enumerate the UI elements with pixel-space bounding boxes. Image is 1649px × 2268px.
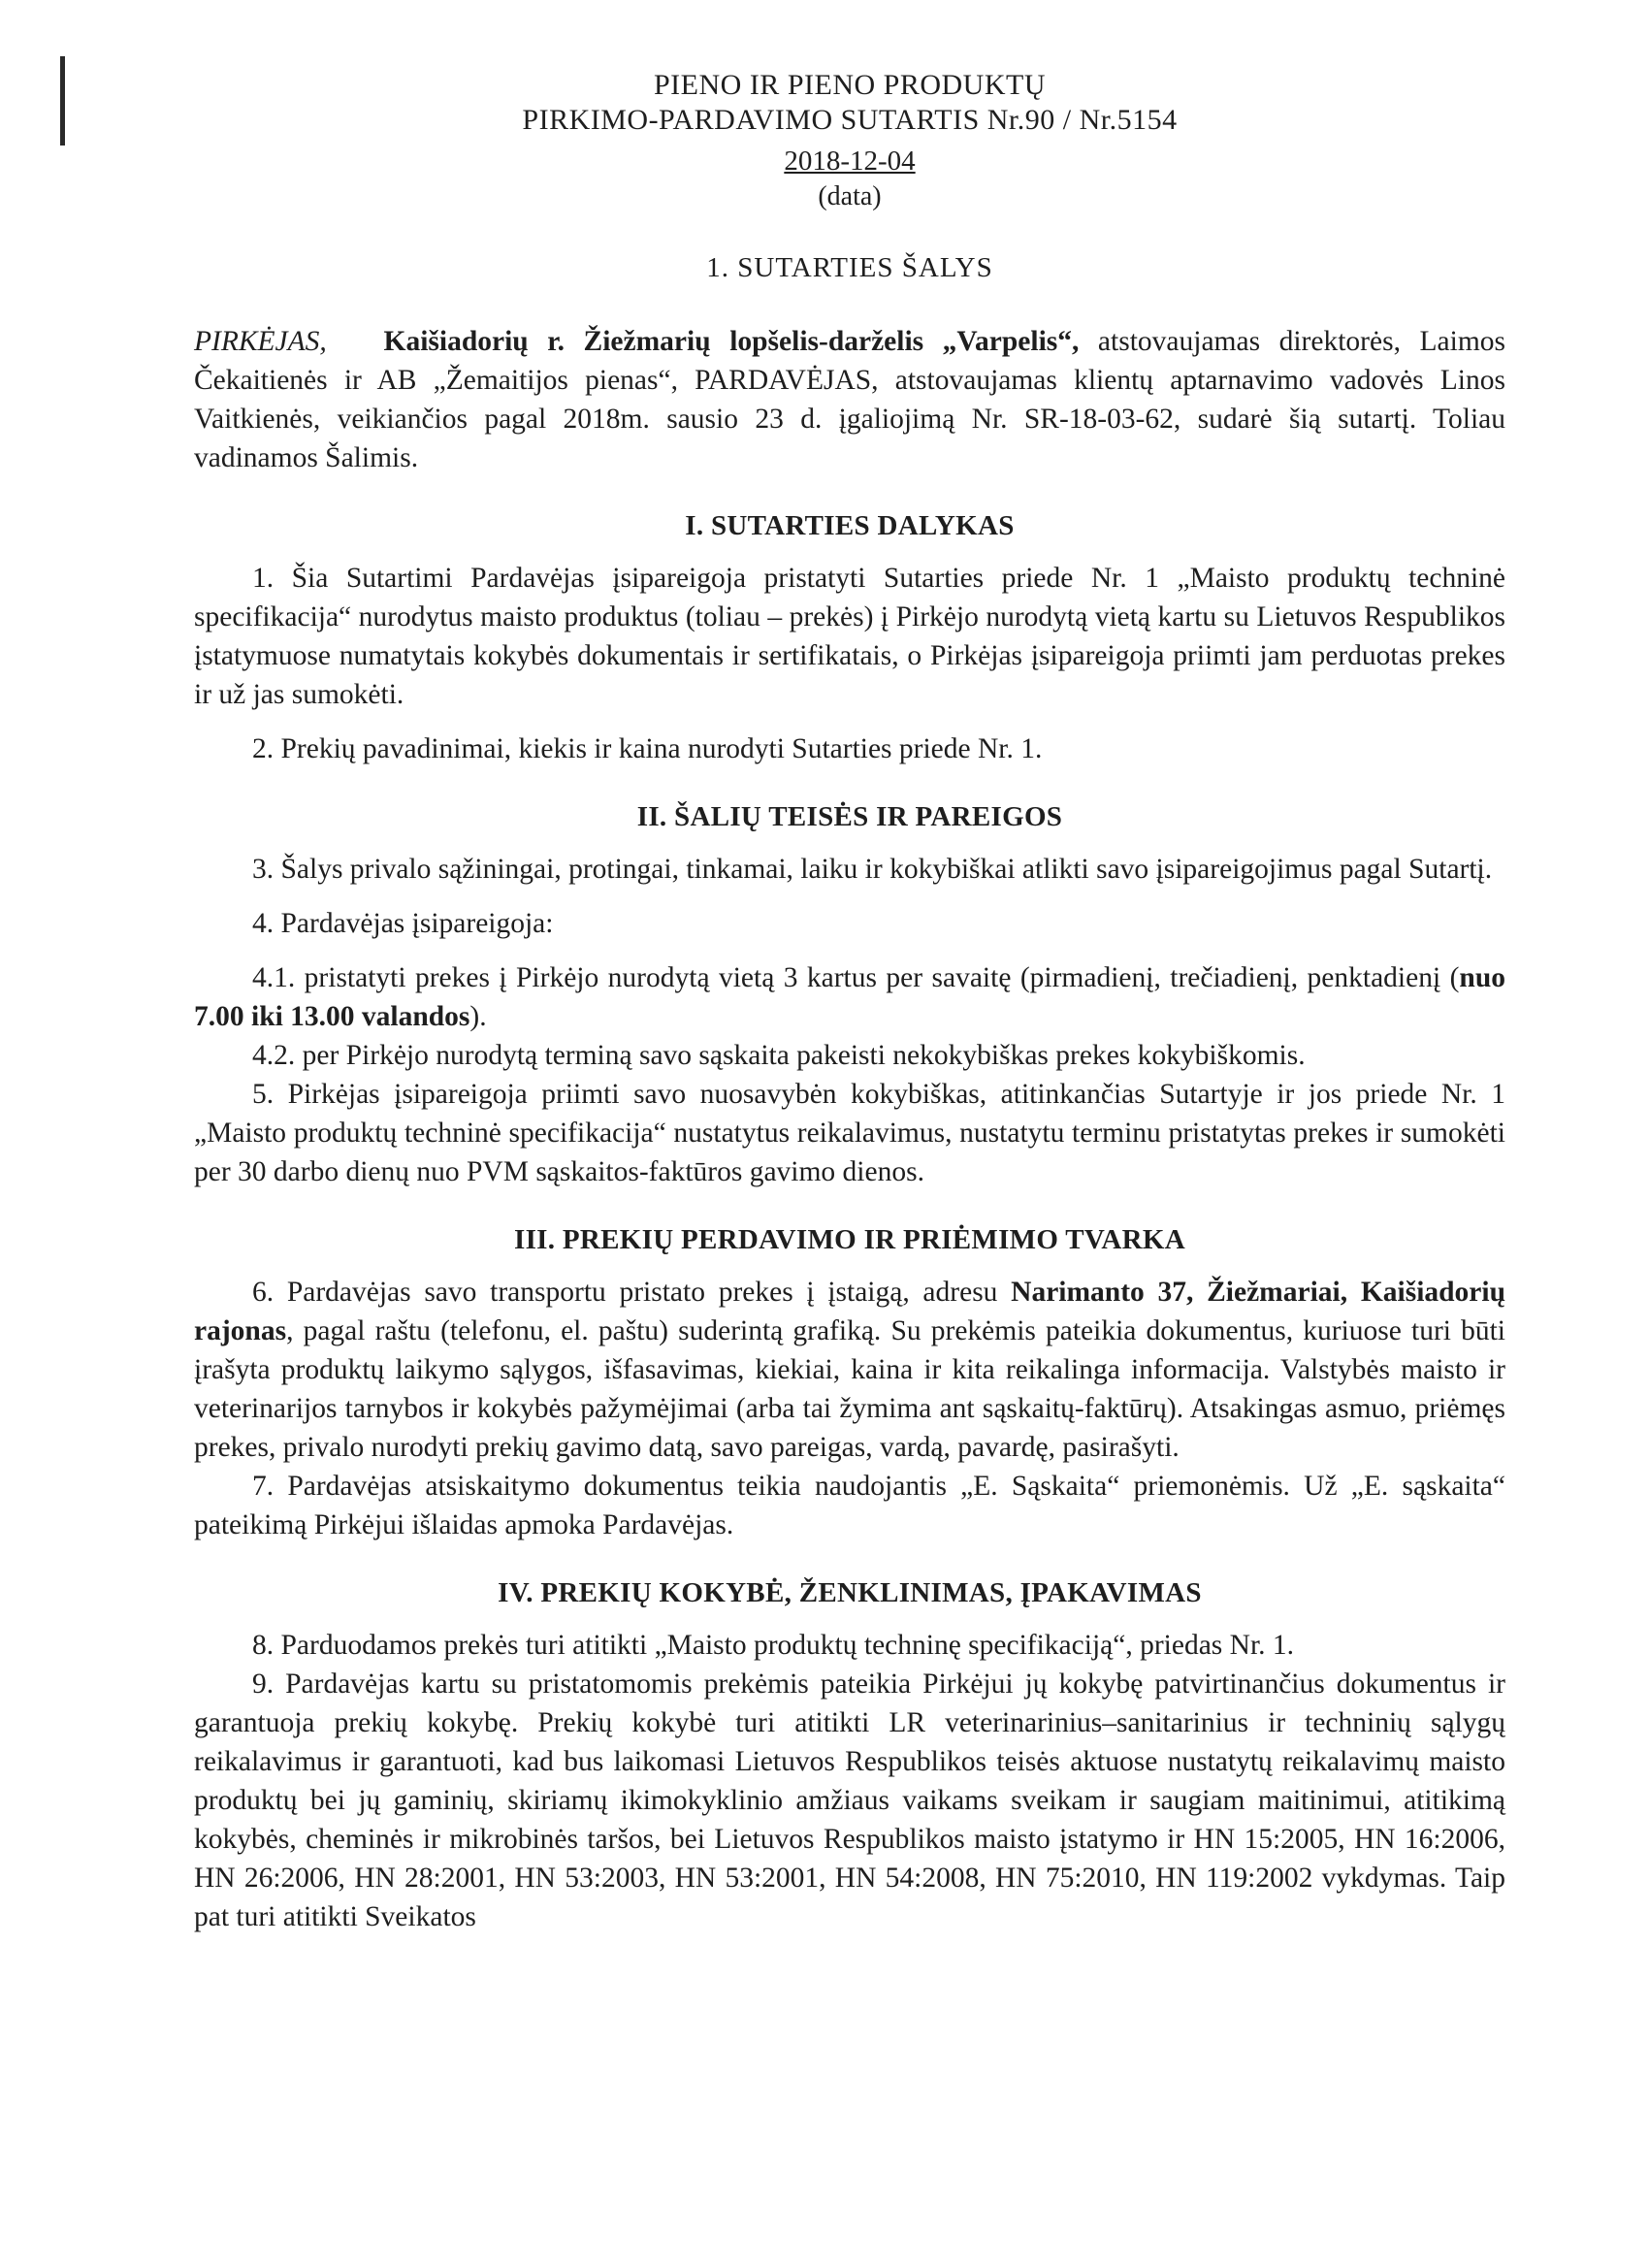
clause-4-1	[194, 958, 1505, 1036]
clause-6-text: 6. Pardavėjas savo transportu pristato prekes į įstaigą, adresu	[252, 1277, 1012, 1308]
clause-4-2: 4.2. per Pirkėjo nurodytą terminą savo sąskaita pakeisti nekokybiškas prekes kokybiškomis.	[252, 1040, 1306, 1071]
heading-section-3: III. PREKIŲ PERDAVIMO IR PRIĖMIMO TVARKA	[514, 1224, 1185, 1255]
clause-4-1-end: ).	[469, 1001, 487, 1032]
clause-8: 8. Parduodamos prekės turi atitikti „Maisto produktų techninę specifikaciją“, priedas Nr. 1.	[252, 1630, 1295, 1661]
delivery-hours: nuo 7.00 iki 13.00 valandos	[194, 962, 1505, 1032]
clause-5: 5. Pirkėjas įsipareigoja priimti savo nuosavybėn kokybiškas, atitinkančias Sutartyje ir jos priede Nr. 1 „Maisto produktų techninė specifikacija“ nustatytus reikalavimus, nustatytu terminu pristatytas prekes ir sumokėti per 30 darbo dienų nuo PVM sąskaitos-faktūros gavimo dienos.	[194, 1079, 1505, 1187]
clause-7: 7. Pardavėjas atsiskaitymo dokumentus teikia naudojantis „E. Sąskaita“ priemonėmis. Už „E. sąskaita“ pateikimą Pirkėjui išlaidas apmoka Pardavėjas.	[194, 1471, 1505, 1540]
scan-edge-mark	[60, 56, 65, 146]
clause-1: 1. Šia Sutartimi Pardavėjas įsipareigoja pristatyti Sutarties priede Nr. 1 „Maisto produktų techninė specifikacija“ nurodytus maisto produktus (toliau – prekės) į Pirkėjo nurodytą vietą kartu su Lietuvos Respublikos įstatymuose numatytais kokybės dokumentais ir sertifikatais, o Pirkėjas įsipareigoja priimti jam perduotas prekes ir už jas sumokėti.	[194, 563, 1505, 710]
title-line-2: PIRKIMO-PARDAVIMO SUTARTIS Nr.90 / Nr.5154	[522, 104, 1178, 136]
clause-6	[194, 1273, 1505, 1467]
heading-parties: 1. SUTARTIES ŠALYS	[706, 252, 993, 283]
buyer-name: Kaišiadorių r. Žiežmarių lopšelis-darželis „Varpelis“,	[383, 326, 1080, 357]
clause-4-1-text: 4.1. pristatyti prekes į Pirkėjo nurodytą vietą 3 kartus per savaitę (pirmadienį, trečiadienį, penktadienį (	[252, 962, 1460, 993]
clause-6-rest: , pagal raštu (telefonu, el. paštu) suderintą grafiką. Su prekėmis pateikia dokumentus, kuriuose turi būti įrašyta produktų laikymo sąlygos, išfasavimas, kiekiai, kaina ir kita reikalinga informacija. Valstybės maisto ir veterinarijos tarnybos ir kokybės pažymėjimai (arba tai žymima ant sąskaitų-faktūrų). Atsakingas asmuo, priėmęs prekes, privalo nurodyti prekių gavimo datą, savo pareigas, vardą, pavardę, pasirašyti.	[194, 1315, 1505, 1463]
date-block	[194, 142, 1505, 213]
clause-3: 3. Šalys privalo sąžiningai, protingai, tinkamai, laiku ir kokybiškai atlikti savo įsipareigojimus pagal Sutartį.	[252, 854, 1493, 885]
heading-section-2: II. ŠALIŲ TEISĖS IR PAREIGOS	[636, 801, 1063, 832]
delivery-address: Narimanto 37, Žiežmariai, Kaišiadorių rajonas	[194, 1277, 1505, 1346]
clause-4: 4. Pardavėjas įsipareigoja:	[252, 908, 554, 939]
parties-text: atstovaujamas direktorės, Laimos Čekaitienės ir AB „Žemaitijos pienas“, PARDAVĖJAS, atstovaujamas klientų aptarnavimo vadovės Linos Vaitkienės, veikiančios pagal 2018m. sausio 23 d. įgaliojimą Nr. SR-18-03-62, sudarė šią sutartį. Toliau vadinamos Šalimis.	[194, 326, 1505, 473]
contract-page	[194, 68, 1505, 1936]
heading-section-1: I. SUTARTIES DALYKAS	[685, 510, 1015, 541]
heading-section-4: IV. PREKIŲ KOKYBĖ, ŽENKLINIMAS, ĮPAKAVIMAS	[498, 1577, 1202, 1608]
title-line-1: PIENO IR PIENO PRODUKTŲ	[653, 69, 1046, 101]
parties-paragraph	[194, 322, 1505, 477]
date-caption: (data)	[818, 181, 882, 211]
buyer-label: PIRKĖJAS,	[194, 326, 327, 357]
clause-9: 9. Pardavėjas kartu su pristatomomis prekėmis pateikia Pirkėjui jų kokybę patvirtinančius dokumentus ir garantuoja prekių kokybę. Prekių kokybė turi atitikti LR veterinarinius–sanitarinius ir techninių sąlygų reikalavimus ir garantuoti, kad bus laikomasi Lietuvos Respublikos teisės aktuose nustatytų reikalavimų maisto produktų bei jų gaminių, skiriamų ikimokyklinio amžiaus vaikams sveikam ir saugiam maitinimui, atitikimą kokybės, cheminės ir mikrobinės taršos, bei Lietuvos Respublikos maisto įstatymo ir HN 15:2005, HN 16:2006, HN 26:2006, HN 28:2001, HN 53:2003, HN 53:2001, HN 54:2008, HN 75:2010, HN 119:2002 vykdymas. Taip pat turi atitikti Sveikatos	[194, 1669, 1505, 1932]
contract-date: 2018-12-04	[784, 146, 916, 177]
clause-2: 2. Prekių pavadinimai, kiekis ir kaina nurodyti Sutarties priede Nr. 1.	[252, 733, 1043, 764]
